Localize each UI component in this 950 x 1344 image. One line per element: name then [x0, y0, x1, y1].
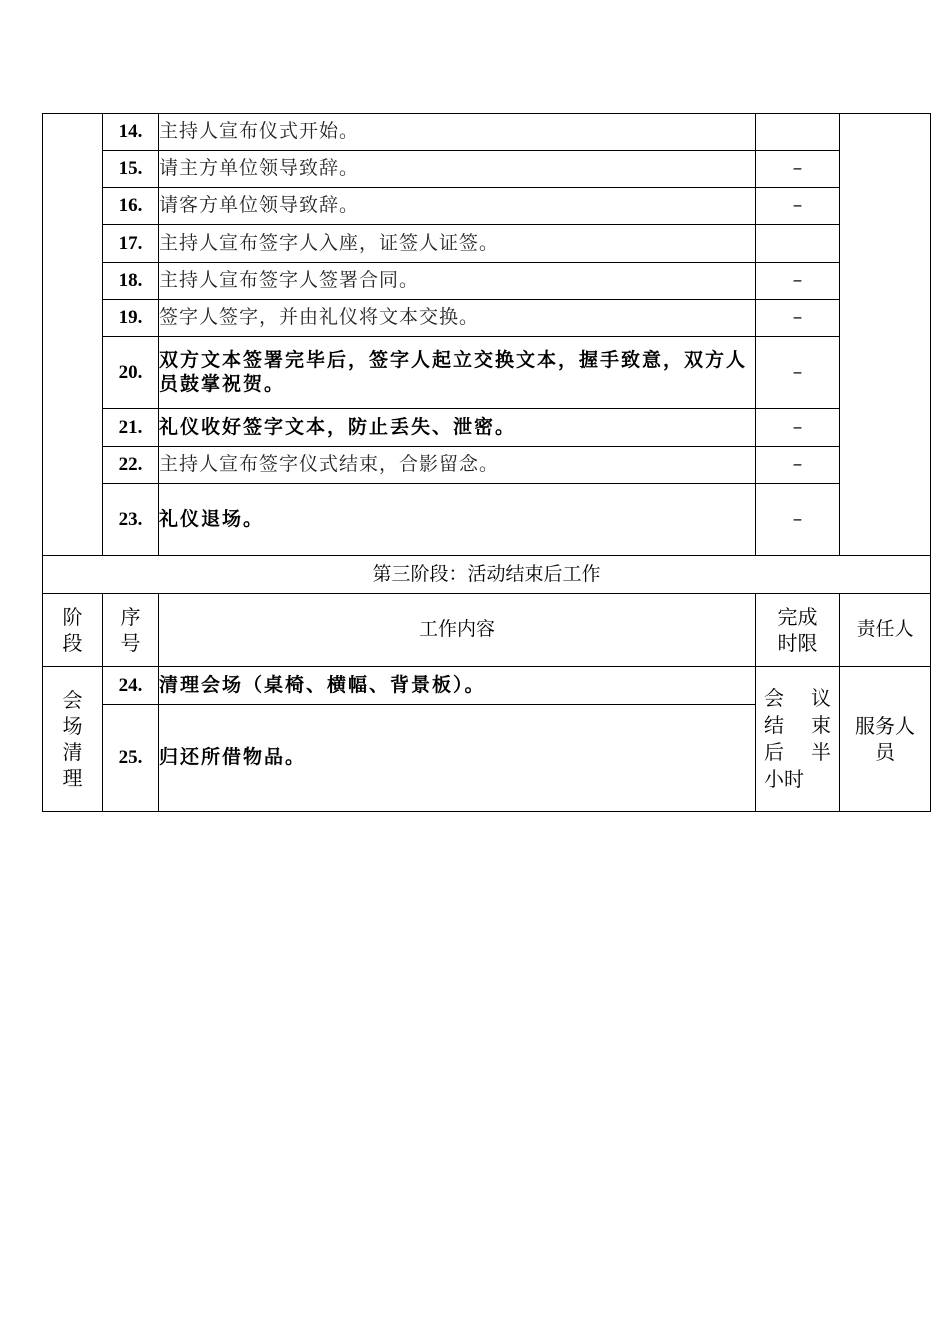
- table-row: [43, 409, 931, 447]
- row-number: 14.: [103, 114, 159, 151]
- row-content: 清理会场（桌椅、横幅、背景板）。: [159, 667, 756, 705]
- deadline-text: [756, 685, 839, 793]
- group-cell: 会场清理: [43, 667, 103, 812]
- row-time: –: [756, 300, 840, 337]
- row-number: 17.: [103, 225, 159, 263]
- row-number: 18.: [103, 263, 159, 300]
- row-time: [756, 225, 840, 263]
- row-content: 主持人宣布签字仪式结束，合影留念。: [159, 447, 756, 484]
- row-number: 22.: [103, 447, 159, 484]
- deadline-line-1: 会 议: [764, 686, 831, 710]
- row-content: 礼仪收好签字文本，防止丢失、泄密。: [159, 409, 756, 447]
- row-content: 归还所借物品。: [159, 705, 756, 812]
- row-time: [756, 114, 840, 151]
- header-seq: 序号: [103, 594, 159, 667]
- row-content: 礼仪退场。: [159, 484, 756, 556]
- row-content: 主持人宣布签字人签署合同。: [159, 263, 756, 300]
- table-row: [43, 114, 931, 151]
- row-number: 25.: [103, 705, 159, 812]
- table-row: [43, 337, 931, 409]
- header-owner: 责任人: [840, 594, 931, 667]
- row-number: 21.: [103, 409, 159, 447]
- row-content: 双方文本签署完毕后，签字人起立交换文本，握手致意，双方人员鼓掌祝贺。: [159, 337, 756, 409]
- row-number: 24.: [103, 667, 159, 705]
- row-content: 签字人签字，并由礼仪将文本交换。: [159, 300, 756, 337]
- row-number: 16.: [103, 188, 159, 225]
- row-time: –: [756, 188, 840, 225]
- deadline-cell: [756, 667, 840, 812]
- row-time: –: [756, 337, 840, 409]
- owner-text: 服务人员: [855, 714, 915, 764]
- table-row: [43, 151, 931, 188]
- row-number: 15.: [103, 151, 159, 188]
- stage-cell-empty: [43, 114, 103, 556]
- stage-title: 第三阶段：活动结束后工作: [43, 556, 931, 594]
- owner-cell-empty: [840, 114, 931, 556]
- row-time: –: [756, 484, 840, 556]
- row-content: 主持人宣布仪式开始。: [159, 114, 756, 151]
- row-time: –: [756, 151, 840, 188]
- owner-cell: [840, 667, 931, 812]
- header-deadline: 完成时限: [756, 594, 840, 667]
- table-row: [43, 484, 931, 556]
- header-row: [43, 594, 931, 667]
- deadline-line-3: 后 半: [764, 740, 831, 764]
- table-row: [43, 667, 931, 705]
- table-row: [43, 188, 931, 225]
- stage-title-row: [43, 556, 931, 594]
- work-schedule-table: [42, 113, 931, 812]
- row-content: 主持人宣布签字人入座，证签人证签。: [159, 225, 756, 263]
- deadline-line-2: 结 束: [764, 713, 831, 737]
- table-row: [43, 300, 931, 337]
- table-row: [43, 263, 931, 300]
- table-row: [43, 225, 931, 263]
- row-content: 请客方单位领导致辞。: [159, 188, 756, 225]
- row-time: –: [756, 409, 840, 447]
- row-content: 请主方单位领导致辞。: [159, 151, 756, 188]
- row-time: –: [756, 263, 840, 300]
- row-number: 23.: [103, 484, 159, 556]
- row-time: –: [756, 447, 840, 484]
- table-row: [43, 447, 931, 484]
- header-stage: 阶段: [43, 594, 103, 667]
- row-number: 19.: [103, 300, 159, 337]
- row-number: 20.: [103, 337, 159, 409]
- deadline-line-4: 小时: [764, 767, 804, 791]
- header-content: 工作内容: [159, 594, 756, 667]
